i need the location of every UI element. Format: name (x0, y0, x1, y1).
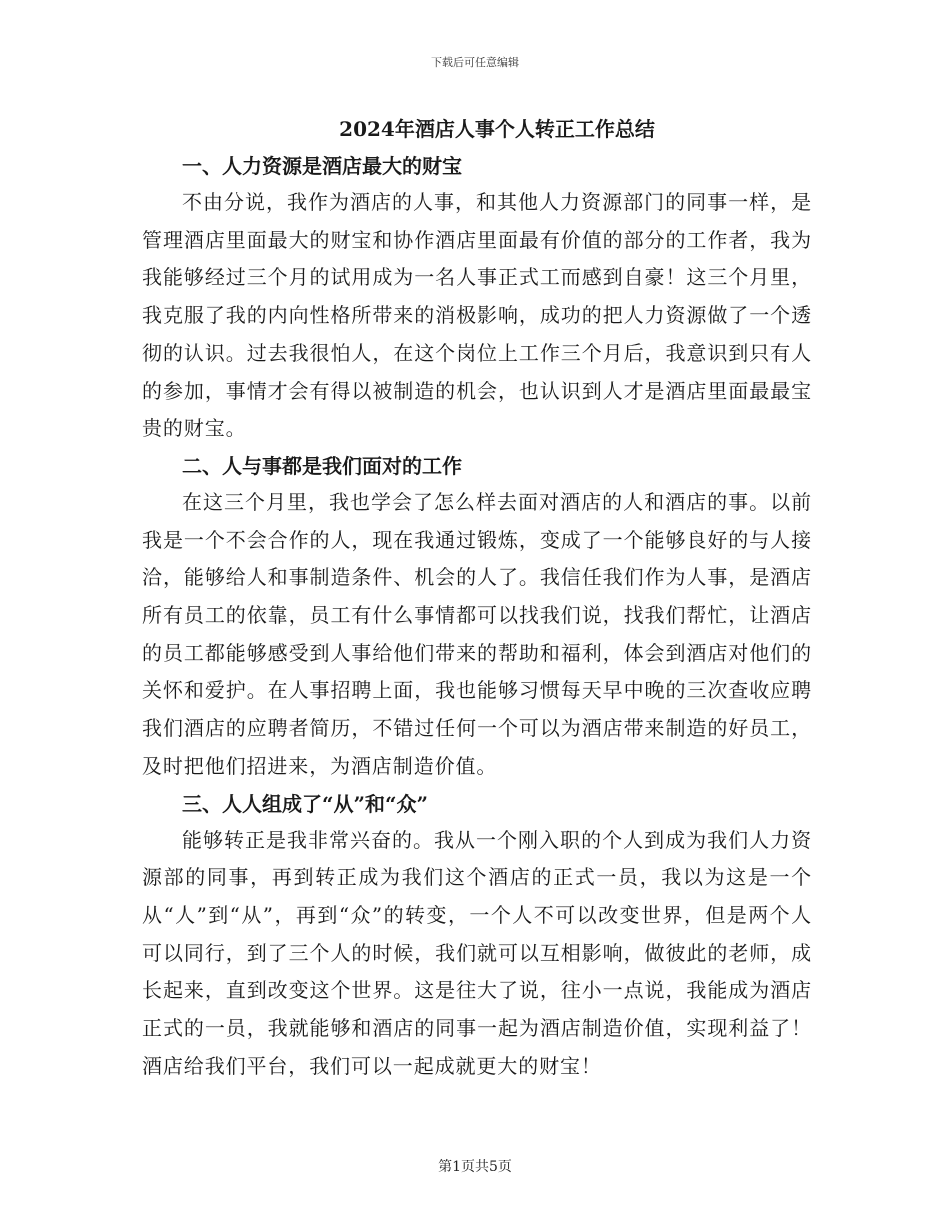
section-paragraph: 在这三个月里，我也学会了怎么样去面对酒店的人和酒店的事。以前我是一个不会合作的人，现在我通过锻炼，变成了一个能够良好的与人接洽，能够给人和事制造条件、机会的人了。我信任我们作为人事，是酒店所有员工的依靠，员工有什么事情都可以找我们说，找我们帮忙，让酒店的员工都能够感受到人事给他们带来的帮助和福利，体会到酒店对他们的关怀和爱护。在人事招聘上面，我也能够习惯每天早中晚的三次查收应聘我们酒店的应聘者简历，不错过任何一个可以为酒店带来制造的好员工，及时把他们招进来，为酒店制造价值。 (142, 489, 812, 778)
section-1 (142, 148, 812, 448)
page-number: 第1页共5页 (438, 1159, 512, 1175)
section-3 (142, 786, 812, 1086)
section-heading: 二、人与事都是我们面对的工作 (182, 453, 462, 478)
section-paragraph: 不由分说，我作为酒店的人事，和其他人力资源部门的同事一样，是管理酒店里面最大的财宝和协作酒店里面最有价值的部分的工作者，我为我能够经过三个月的试用成为一名人事正式工而感到自豪！这三个月里，我克服了我的内向性格所带来的消极影响，成功的把人力资源做了一个透彻的认识。过去我很怕人，在这个岗位上工作三个月后，我意识到只有人的参加，事情才会有得以被制造的机会，也认识到人才是酒店里面最最宝贵的财宝。 (142, 190, 812, 441)
section-heading: 三、人人组成了“从”和“众” (182, 791, 429, 816)
section-heading: 一、人力资源是酒店最大的财宝 (182, 154, 462, 178)
section-paragraph: 能够转正是我非常兴奋的。我从一个刚入职的个人到成为我们人力资源部的同事，再到转正成为我们这个酒店的正式一员，我以为这是一个从“人”到“从”，再到“众”的转变，一个人不可以改变世界，但是两个人可以同行，到了三个人的时候，我们就可以互相影响，做彼此的老师，成长起来，直到改变这个世界。这是往大了说，往小一点说，我能成为酒店正式的一员，我就能够和酒店的同事一起为酒店制造价值，实现利益了！酒店给我们平台，我们可以一起成就更大的财宝！ (142, 827, 812, 1078)
document-title: 2024年酒店人事个人转正工作总结 (339, 117, 655, 141)
page-header-note: 下载后可任意编辑 (431, 56, 519, 69)
section-2 (142, 448, 812, 786)
document-body (142, 112, 812, 1085)
